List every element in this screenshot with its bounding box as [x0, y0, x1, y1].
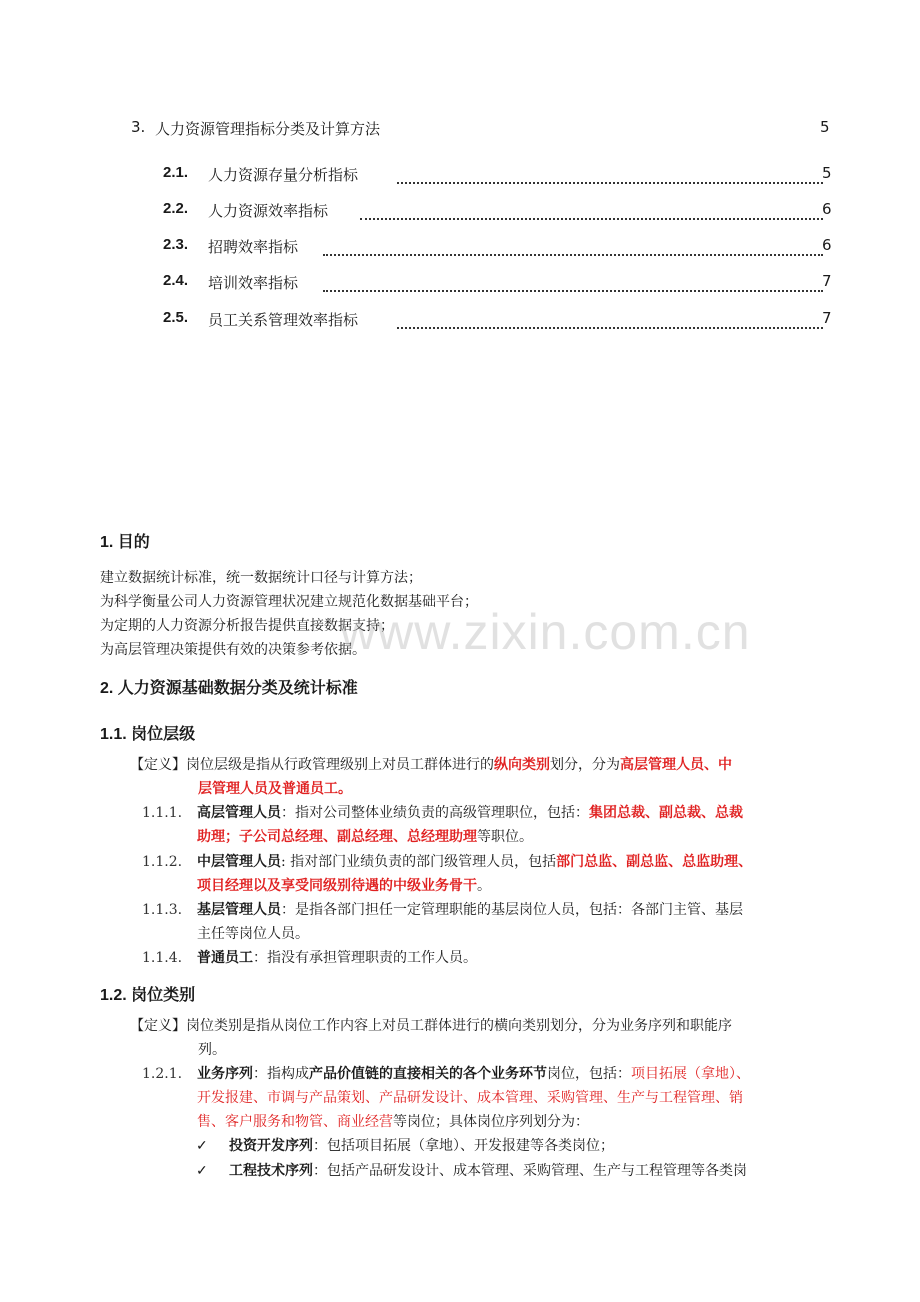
- highlight-text: 集团总裁、副总裁、总裁: [589, 805, 743, 821]
- subsection-heading: 1.1. 岗位层级: [100, 726, 196, 743]
- purpose-line: 建立数据统计标准，统一数据统计口径与计算方法；: [100, 570, 422, 586]
- bullet-label: 投资开发序列: [229, 1138, 313, 1154]
- highlight-text: 开发报建、市调与产品策划、产品研发设计、成本管理、采购管理、生产与工程管理、销: [197, 1090, 743, 1106]
- checkmark-icon: ✓: [196, 1138, 208, 1154]
- toc-entry-number: 2.2.: [163, 200, 189, 217]
- highlight-text: 纵向类别: [494, 757, 550, 773]
- toc-leader-dots: [323, 254, 823, 256]
- item-label: 业务序列: [197, 1066, 253, 1082]
- toc-entry[interactable]: [0, 164, 920, 190]
- item-number: 1.1.4.: [142, 950, 183, 966]
- highlight-text: 高层管理人员、中: [620, 757, 732, 773]
- purpose-line: 为定期的人力资源分析报告提供直接数据支持；: [100, 618, 394, 634]
- item-number: 1.1.3.: [142, 902, 183, 918]
- item-text: 。: [477, 878, 491, 894]
- item-label: 中层管理人员: [197, 854, 281, 870]
- highlight-text: 项目拓展（拿地）、: [631, 1066, 750, 1082]
- toc-entry-title: 培训效率指标: [208, 274, 299, 292]
- section-heading: 1. 目的: [100, 534, 150, 551]
- toc-entry-page: 7: [822, 272, 832, 290]
- definition-text: 【定义】岗位类别是指从岗位工作内容上对员工群体进行的横向类别划分，分为业务序列和职能序: [130, 1018, 732, 1034]
- toc-main-entry[interactable]: [0, 118, 920, 144]
- toc-entry-number: 2.1.: [163, 164, 189, 181]
- item-label: 基层管理人员: [197, 902, 281, 918]
- highlight-text: 售、客户服务和物管、商业经营: [197, 1114, 393, 1130]
- bullet-label: 工程技术序列: [229, 1163, 313, 1179]
- toc-leader-dots: [360, 218, 823, 220]
- item-text: ：指构成: [253, 1066, 309, 1082]
- item-text: ：是指各部门担任一定管理职能的基层岗位人员，包括：各部门主管、基层: [281, 902, 743, 918]
- definition-paragraph: [130, 753, 830, 801]
- toc-leader-dots: [397, 327, 823, 329]
- toc-leader-dots: [397, 182, 823, 184]
- item-text: : 指对部门业绩负责的部门级管理人员，包括: [281, 854, 557, 870]
- toc-leader-dots: [323, 290, 823, 292]
- bullet-text: ：包括产品研发设计、成本管理、采购管理、生产与工程管理等各类岗: [313, 1163, 747, 1179]
- toc-entry-title: 人力资源效率指标: [208, 202, 329, 220]
- purpose-line: 为高层管理决策提供有效的决策参考依据。: [100, 642, 366, 658]
- item-text: 岗位，包括：: [547, 1066, 631, 1082]
- item-number: 1.1.2.: [142, 854, 183, 870]
- item-label: 普通员工: [197, 950, 253, 966]
- checkmark-icon: ✓: [196, 1163, 208, 1179]
- highlight-text: 层管理人员及普通员工。: [198, 781, 352, 797]
- bold-text: 产品价值链的直接相关的各个业务环节: [309, 1066, 547, 1082]
- toc-main-page: 5: [820, 118, 830, 136]
- toc-entry[interactable]: [0, 236, 920, 262]
- item-number: 1.1.1.: [142, 805, 183, 821]
- toc-main-title: 人力资源管理指标分类及计算方法: [155, 120, 381, 138]
- toc-entry-title: 员工关系管理效率指标: [208, 311, 359, 329]
- item-text: 等职位。: [477, 829, 533, 845]
- toc-entry[interactable]: [0, 200, 920, 226]
- highlight-text: 助理；子公司总经理、副总经理、总经理助理: [197, 829, 477, 845]
- item-number: 1.2.1.: [142, 1066, 183, 1082]
- item-text: ：指对公司整体业绩负责的高级管理职位，包括：: [281, 805, 589, 821]
- toc-entry-page: 6: [822, 200, 832, 218]
- toc-entry-page: 5: [822, 164, 832, 182]
- toc-entry[interactable]: [0, 309, 920, 335]
- section-heading: 2. 人力资源基础数据分类及统计标准: [100, 680, 358, 697]
- toc-entry-number: 2.4.: [163, 272, 189, 289]
- item-text: 主任等岗位人员。: [197, 926, 309, 942]
- item-text: 等岗位；具体岗位序列划分为：: [393, 1114, 589, 1130]
- item-text: ：指没有承担管理职责的工作人员。: [253, 950, 477, 966]
- watermark: www.zixin.com.cn: [340, 604, 751, 660]
- toc-main-number: 3.: [131, 118, 146, 136]
- highlight-text: 部门总监、副总监、总监助理、: [556, 854, 753, 870]
- toc-entry-page: 6: [822, 236, 832, 254]
- toc-entry-number: 2.3.: [163, 236, 189, 253]
- toc-entry[interactable]: [0, 272, 920, 298]
- toc-entry-number: 2.5.: [163, 309, 189, 326]
- definition-text: 列。: [198, 1042, 226, 1058]
- definition-text: 划分，分为: [550, 757, 620, 773]
- toc-entry-page: 7: [822, 309, 832, 327]
- item-label: 高层管理人员: [197, 805, 281, 821]
- definition-paragraph: [130, 1014, 830, 1062]
- highlight-text: 项目经理以及享受同级别待遇的中级业务骨干: [197, 878, 477, 894]
- toc-entry-title: 人力资源存量分析指标: [208, 166, 359, 184]
- toc-entry-title: 招聘效率指标: [208, 238, 299, 256]
- subsection-heading: 1.2. 岗位类别: [100, 987, 196, 1004]
- definition-text: 【定义】岗位层级是指从行政管理级别上对员工群体进行的: [130, 757, 494, 773]
- purpose-line: 为科学衡量公司人力资源管理状况建立规范化数据基础平台；: [100, 594, 478, 610]
- bullet-text: ：包括项目拓展（拿地）、开发报建等各类岗位；: [313, 1138, 614, 1154]
